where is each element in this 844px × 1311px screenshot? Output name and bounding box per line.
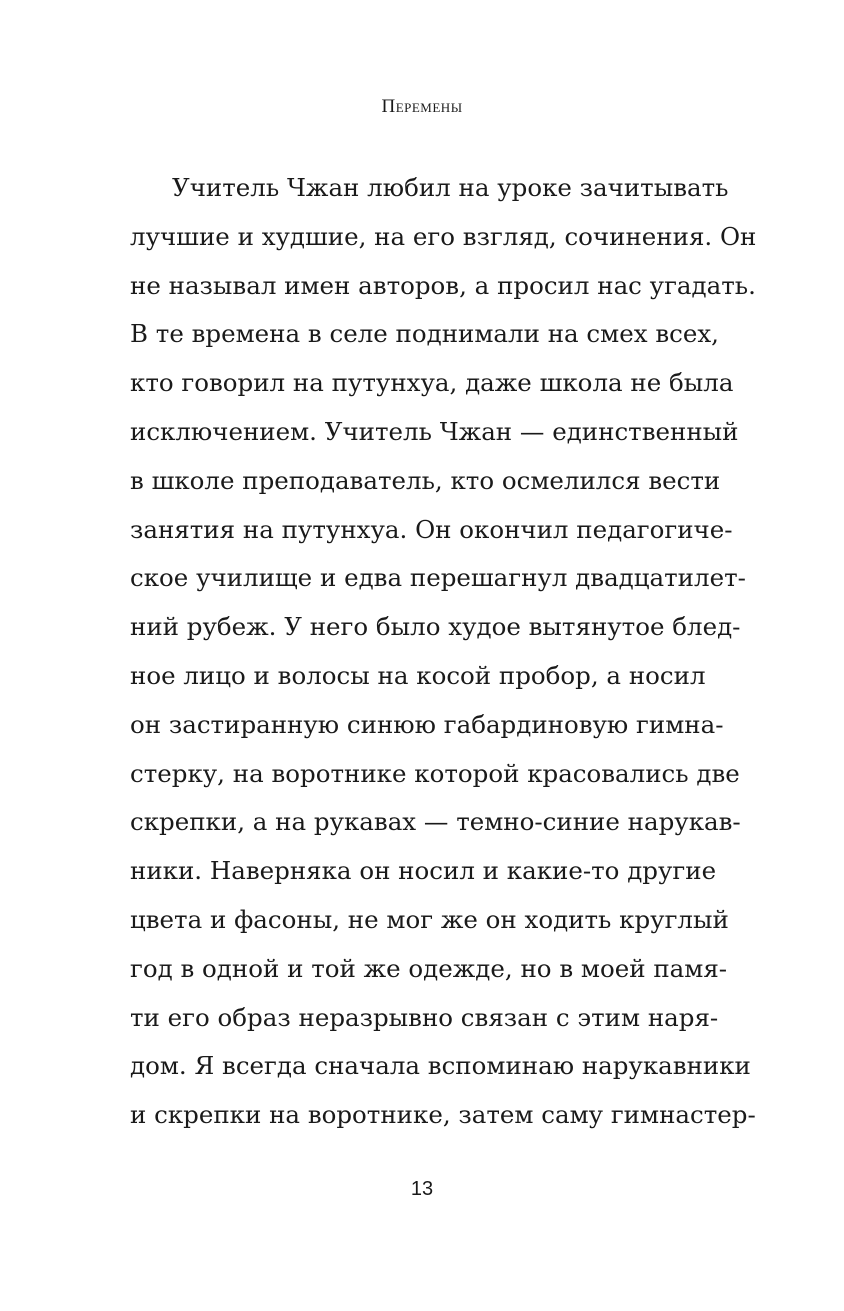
- text-line: цвета и фасоны, не мог же он ходить круглый: [130, 904, 729, 934]
- text-line: занятия на путунхуа. Он окончил педагогиче-: [130, 514, 733, 544]
- text-line: лучшие и худшие, на его взгляд, сочинения. Он: [130, 221, 757, 251]
- text-line: не называл имен авторов, а просил нас угадать.: [130, 270, 756, 300]
- page-number: 13: [410, 1178, 434, 1200]
- text-line: кто говорил на путунхуа, даже школа не была: [130, 368, 734, 398]
- text-line: ское училище и едва перешагнул двадцатилет-: [130, 563, 746, 593]
- text-line: он застиранную синюю габардиновую гимна-: [130, 709, 724, 739]
- running-head: Перемены: [381, 96, 463, 117]
- text-line: исключением. Учитель Чжан — единственный: [130, 416, 739, 446]
- text-line: и скрепки на воротнике, затем саму гимнастер-: [130, 1100, 756, 1130]
- text-line: стерку, на воротнике которой красовались две: [130, 758, 740, 788]
- body-text: [130, 164, 757, 1140]
- text-line: в школе преподаватель, кто осмелился вести: [130, 465, 721, 495]
- text-line: дом. Я всегда сначала вспоминаю нарукавники: [130, 1051, 751, 1081]
- text-line: В те времена в селе поднимали на смех всех,: [130, 319, 719, 349]
- text-line: ний рубеж. У него было худое вытянутое блед-: [130, 612, 741, 642]
- text-line: ники. Наверняка он носил и какие-то другие: [130, 856, 717, 886]
- text-line: Учитель Чжан любил на уроке зачитывать: [172, 173, 729, 202]
- text-line: скрепки, а на рукавах — темно-синие нарукав-: [130, 807, 741, 837]
- text-line: год в одной и той же одежде, но в моей памя-: [130, 953, 728, 983]
- text-line: ти его образ неразрывно связан с этим наря-: [130, 1002, 719, 1032]
- text-line: ное лицо и волосы на косой пробор, а носил: [130, 660, 706, 690]
